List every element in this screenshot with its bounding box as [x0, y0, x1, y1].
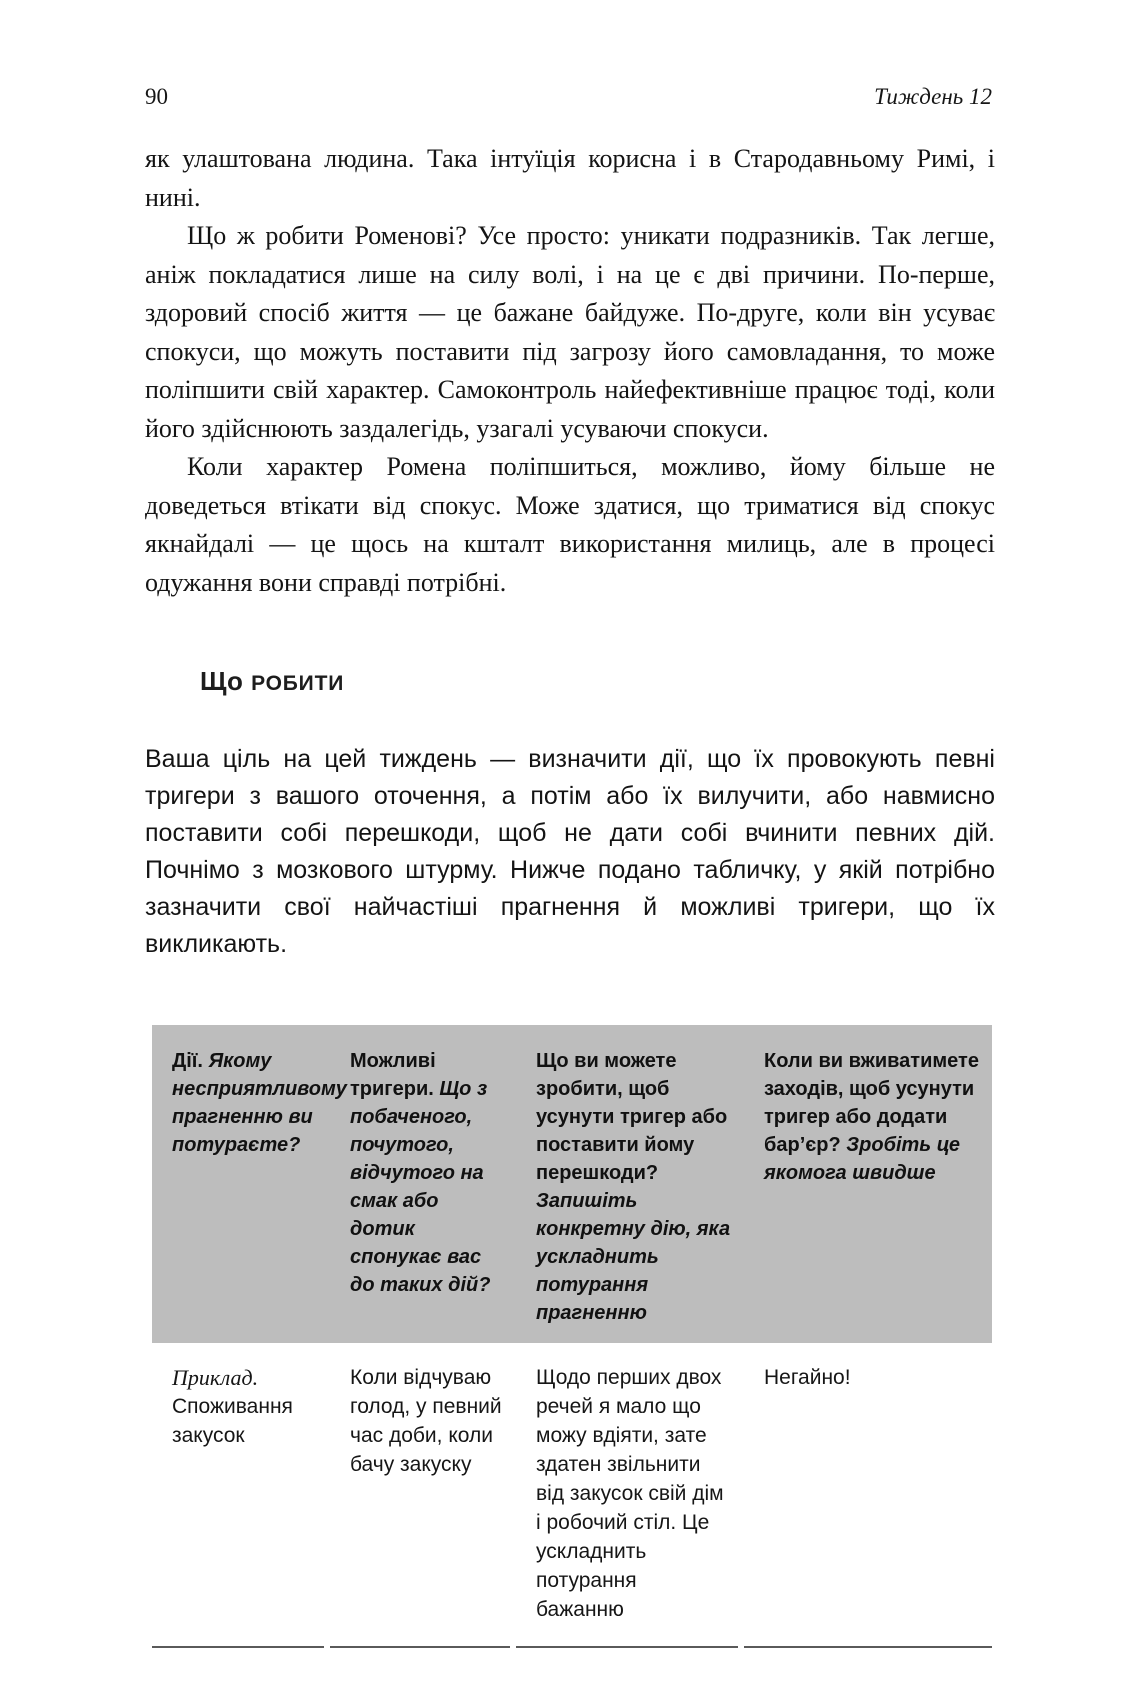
table-header-triggers-subtitle: Що з побаченого, почутого, відчутого на смак або дотик спонукає вас до таких дій? [350, 1078, 491, 1296]
table-header-row [152, 1025, 992, 1343]
table-header-when-subtitle: Зробіть це якомога швидше [764, 1134, 961, 1184]
table-header-actions [152, 1047, 347, 1327]
table-header-when [744, 1047, 992, 1327]
table-header-what-to-do-title: Що ви можете зробити, щоб усунути тригер або поставити йому перешкоди? [536, 1050, 728, 1184]
table-header-triggers-title: Можливі тригери. [350, 1050, 436, 1100]
page-number: 90 [145, 84, 168, 109]
running-head [0, 0, 1142, 110]
table-header-what-to-do [516, 1047, 738, 1327]
paragraph-4: Ваша ціль на цей тиждень — визначити дії, що їх провокують певні тригери з вашого оточення, а потім або їх вилучити, або навмисно поставити собі перешкоди, щоб не дати собі вчинити певних дій. Почнімо з мозкового штурму. Нижче подано табличку, у якій потрібно зазначити свої найчастіші прагнення й можливі тригери, що їх викликають. [145, 745, 995, 958]
example-what-to-do-cell: Щодо перших двох речей я мало що можу вдіяти, зате здатен звільнити від закусок свій дім і робочий стіл. Це ускладнить потурання бажанню [516, 1343, 738, 1648]
example-label: Приклад. [172, 1365, 259, 1390]
example-triggers-cell: Коли відчуваю голод, у певний час доби, коли бачу закуску [330, 1343, 510, 1648]
section-heading-rest: РОБИТИ [251, 672, 345, 695]
trigger-table [152, 1025, 992, 1648]
table-header-actions-title: Дії. [172, 1050, 203, 1072]
table-header-actions-subtitle: Якому несприятливому прагненню ви потураєте? [172, 1050, 347, 1156]
table-example-row [152, 1343, 992, 1648]
running-title: Тиждень 12 [874, 84, 992, 109]
table-header-when-title: Коли ви вживатимете заходів, щоб усунути тригер або додати бар’єр? [764, 1050, 979, 1156]
example-action-cell [152, 1343, 324, 1648]
table-header-what-to-do-subtitle: Запишіть конкретну дію, яка ускладнить потурання прагненню [536, 1190, 731, 1324]
example-when-cell: Негайно! [744, 1343, 992, 1648]
page-content [0, 110, 1142, 1648]
example-action-text: Споживання закусок [172, 1395, 293, 1447]
table-header-triggers [330, 1047, 510, 1327]
paragraph-1: як улаштована людина. Така інтуїція корисна і в Стародавньому Римі, і нині. [145, 144, 995, 212]
paragraph-2: Що ж робити Роменові? Усе просто: уникати подразників. Так легше, аніж покладатися лише на силу волі, і на це є дві причини. По-перше, здоровий спосіб життя — це бажане байдуже. По-друге, коли він усуває спокуси, що можуть поставити під загрозу його самовладання, то може поліпшити свій характер. Самоконтроль найефективніше працює тоді, коли його здійснюють заздалегідь, узагалі усуваючи спокуси. [145, 221, 995, 443]
section-heading-lead: Що [200, 666, 244, 696]
paragraph-3: Коли характер Ромена поліпшиться, можливо, йому більше не доведеться втікати від спокус. Може здатися, що триматися від спокус якнайдалі — це щось на кшталт використання милиць, але в процесі одужання вони справді потрібні. [145, 452, 995, 597]
section-heading [200, 666, 995, 697]
